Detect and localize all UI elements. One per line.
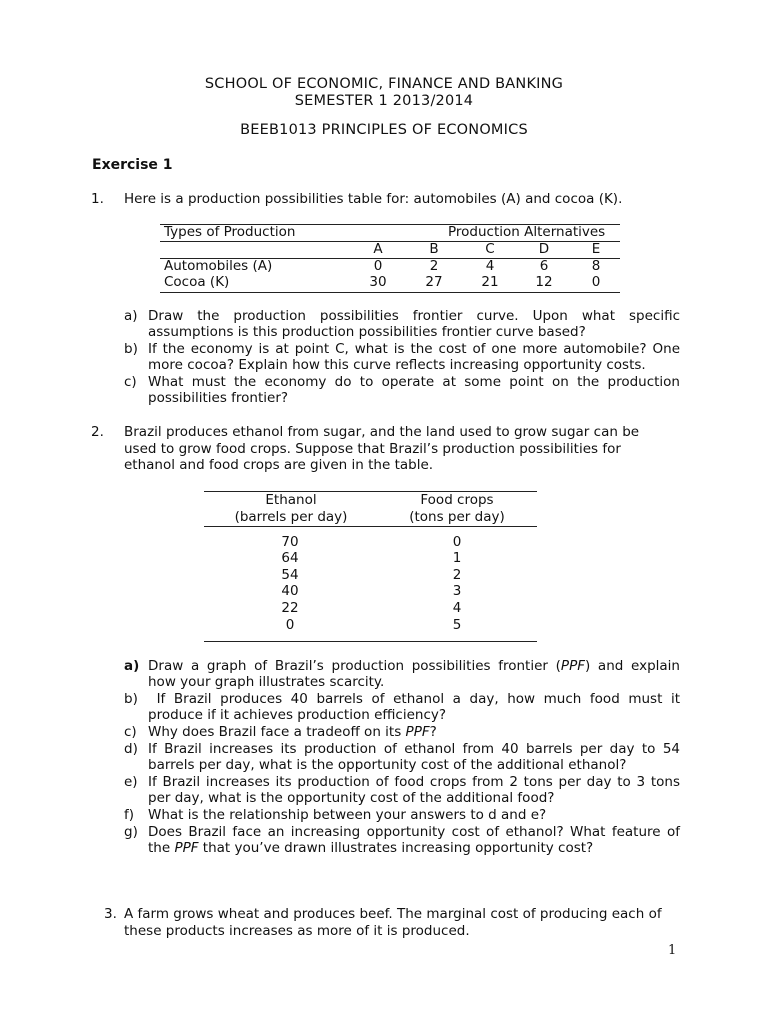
q2-part-f-line: What is the relationship between your answers to d and e? [148, 807, 547, 823]
q2-part-f-label: f) [124, 807, 135, 823]
q2-part-b-line: produce if it achieves production efficiency? [148, 707, 447, 724]
q1-part-b [124, 341, 680, 374]
q1-cell: 2 [429, 258, 439, 274]
q1-cell: 4 [485, 258, 495, 274]
q2-food-cell: 1 [452, 550, 462, 566]
q2-part-g-line: Does Brazil face an increasing opportunity cost of ethanol? What feature of [148, 824, 680, 840]
q2-part-c [124, 724, 680, 740]
q1-cell: 27 [425, 274, 443, 290]
q2-part-b-label: b) [124, 691, 138, 707]
q2-intro-line: used to grow food crops. Suppose that Brazil’s production possibilities for [124, 440, 621, 457]
q1-cell: 6 [539, 258, 549, 274]
q1-header-alternatives: Production Alternatives [448, 224, 606, 240]
q2-ethanol-cell: 70 [281, 534, 299, 550]
q1-cell: 0 [373, 258, 383, 274]
q1-row-cocoa-label: Cocoa (K) [164, 274, 230, 290]
q3-line: A farm grows wheat and produces beef. The marginal cost of producing each of [124, 906, 662, 922]
q2-header-ethanol-unit: (barrels per day) [234, 509, 348, 525]
q2-header-ethanol: Ethanol [265, 492, 317, 508]
q1-part-c-line: What must the economy do to operate at some point on the production [148, 374, 680, 390]
q1-cell: 30 [369, 274, 387, 290]
q1-cell: 0 [591, 274, 601, 290]
q1-cell: 8 [591, 258, 601, 274]
q1-part-b-line: If the economy is at point C, what is the cost of one more automobile? One [148, 341, 680, 357]
q1-header-types: Types of Production [164, 224, 296, 240]
q2-part-a [124, 658, 680, 691]
q2-part-e-line: per day, what is the opportunity cost of the additional food? [148, 790, 555, 807]
q2-table-bottom-rule [204, 641, 537, 642]
q2-part-d-line: barrels per day, what is the opportunity cost of the additional ethanol? [148, 757, 627, 774]
q2-food-cell: 4 [452, 600, 462, 616]
q1-alt-b: B [429, 241, 439, 257]
q1-part-a-line: Draw the production possibilities frontier curve. Upon what specific [148, 308, 680, 324]
q1-alt-a: A [373, 241, 383, 257]
q2-part-a-line: Draw a graph of Brazil’s production possibilities frontier (PPF) and explain [148, 658, 680, 674]
q2-part-d-label: d) [124, 741, 138, 757]
q2-part-g-line: the PPF that you’ve drawn illustrates increasing opportunity cost? [148, 840, 594, 857]
q1-part-a [124, 308, 680, 341]
q1-number: 1. [91, 191, 104, 207]
q2-ethanol-cell: 54 [281, 567, 299, 583]
q2-ethanol-cell: 0 [285, 617, 295, 633]
q2-part-b [124, 691, 680, 724]
q1-cell: 12 [535, 274, 553, 290]
q2-table-header-rule [204, 526, 537, 527]
q2-food-cell: 0 [452, 534, 462, 550]
q2-part-e-label: e) [124, 774, 138, 790]
q2-header-food-unit: (tons per day) [409, 509, 505, 525]
q1-text: Here is a production possibilities table for: automobiles (A) and cocoa (K). [124, 191, 623, 207]
q2-part-b-line: If Brazil produces 40 barrels of ethanol a day, how much food must it [148, 691, 680, 707]
q2-part-f [124, 807, 680, 823]
q2-part-c-line: Why does Brazil face a tradeoff on its PPF? [148, 724, 437, 740]
q3-text [124, 906, 680, 939]
semester-title: SEMESTER 1 2013/2014 [294, 93, 474, 109]
exercise-title: Exercise 1 [92, 157, 173, 173]
q2-part-a-line: how your graph illustrates scarcity. [148, 674, 385, 691]
q3-number: 3. [104, 906, 117, 922]
q2-food-cell: 3 [452, 583, 462, 599]
q3-line: these products increases as more of it is produced. [124, 922, 470, 939]
q1-part-a-label: a) [124, 308, 138, 324]
q2-intro-line: Brazil produces ethanol from sugar, and the land used to grow sugar can be [124, 424, 640, 440]
q2-ethanol-cell: 40 [281, 583, 299, 599]
q1-alt-d: D [538, 241, 550, 257]
q2-part-e [124, 774, 680, 807]
q1-part-c-label: c) [124, 374, 137, 390]
q2-part-d-line: If Brazil increases its production of ethanol from 40 barrels per day to 54 [148, 741, 680, 757]
course-title: BEEB1013 PRINCIPLES OF ECONOMICS [240, 122, 528, 138]
q2-part-g-label: g) [124, 824, 138, 840]
q2-food-cell: 2 [452, 567, 462, 583]
q2-ethanol-cell: 22 [281, 600, 299, 616]
q1-part-b-line: more cocoa? Explain how this curve reflects increasing opportunity costs. [148, 357, 646, 374]
q2-part-d [124, 741, 680, 774]
q1-part-a-line: assumptions is this production possibilities frontier curve based? [148, 324, 586, 341]
q1-cell: 21 [481, 274, 499, 290]
q1-alt-e: E [591, 241, 601, 257]
q2-number: 2. [91, 424, 104, 440]
q2-part-g [124, 824, 680, 857]
q1-table-bottom-rule [160, 292, 620, 293]
q1-part-c-line: possibilities frontier? [148, 390, 289, 407]
q2-part-c-label: c) [124, 724, 137, 740]
q2-ethanol-cell: 64 [281, 550, 299, 566]
q2-part-e-line: If Brazil increases its production of food crops from 2 tons per day to 3 tons [148, 774, 680, 790]
q1-part-c [124, 374, 680, 407]
q2-intro [124, 424, 656, 474]
q2-header-food: Food crops [420, 492, 494, 508]
q2-food-cell: 5 [452, 617, 462, 633]
q2-part-a-label: a) [124, 658, 140, 674]
school-title: SCHOOL OF ECONOMIC, FINANCE AND BANKING [204, 76, 564, 92]
q2-intro-line: ethanol and food crops are given in the table. [124, 457, 434, 474]
q1-row-automobiles-label: Automobiles (A) [164, 258, 273, 274]
q1-part-b-label: b) [124, 341, 138, 357]
q1-alt-c: C [485, 241, 495, 257]
page-number: 1 [668, 943, 677, 958]
